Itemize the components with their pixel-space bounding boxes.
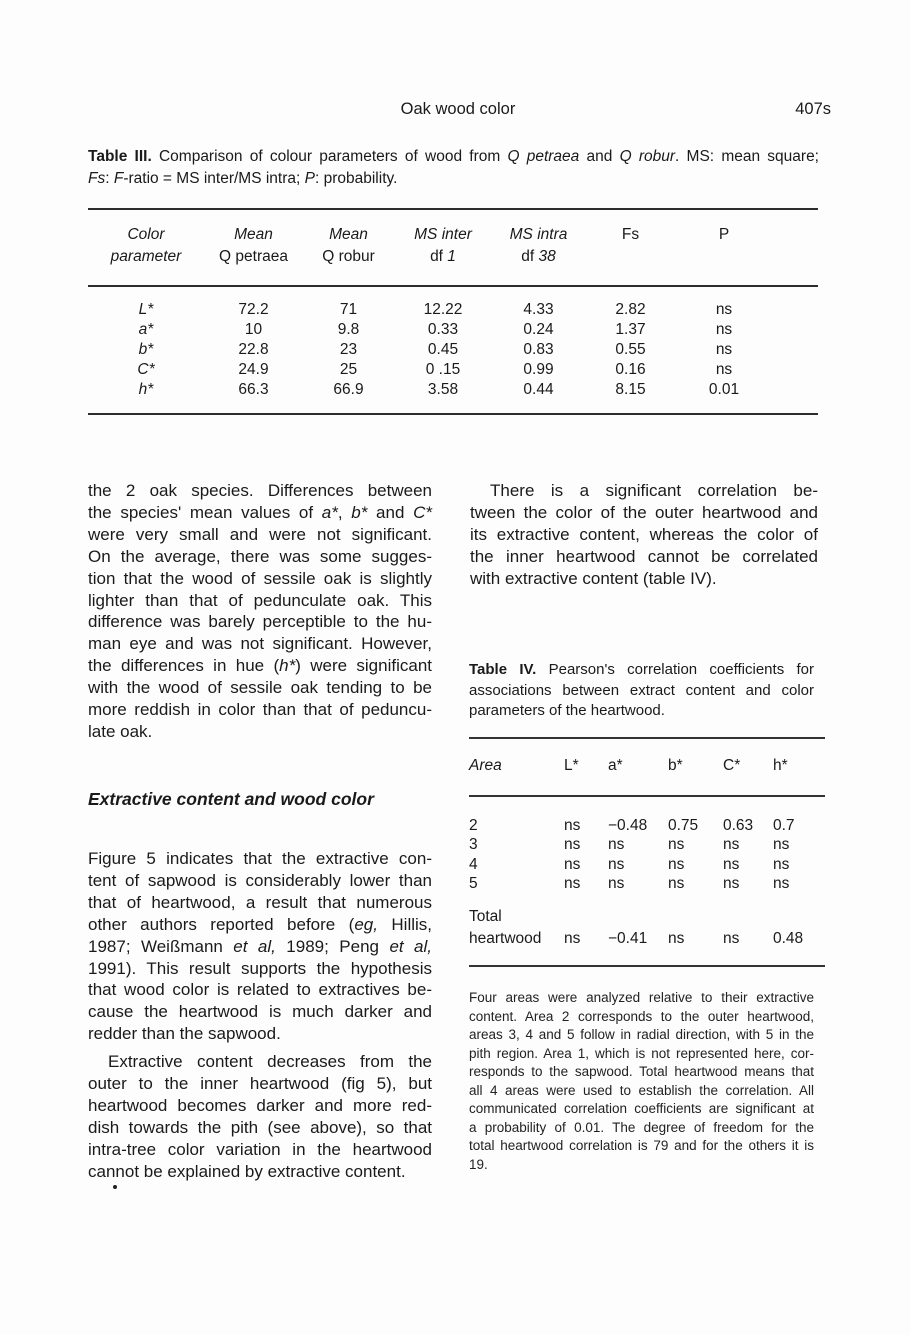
table3-header-filler (772, 224, 818, 268)
table-cell: 8.15 (615, 381, 646, 398)
table-row-total-heartwood (469, 906, 825, 965)
table-cell: ns (723, 874, 740, 892)
table3-col-header-p: P (718, 226, 730, 243)
table3-caption: Table III. Comparison of colour parameters of wood from Q petraea and Q robur. MS: mean square; Fs: F-ratio = MS inter/MS intra; P: probability. (88, 148, 819, 187)
table-cell: ns (564, 836, 581, 854)
table-cell: 0.48 (773, 930, 804, 948)
table-row (88, 300, 818, 320)
table-cell: 12.22 (423, 301, 463, 318)
table-cell: ns (715, 361, 733, 378)
table-cell: 23 (339, 341, 358, 358)
table4-caption: Table IV. Pearson's correlation coefficients for associations between extract content and color parameters of the heartwood. (469, 661, 814, 720)
total-label-line1: Total (469, 908, 502, 926)
table-cell: ns (715, 321, 733, 338)
table4 (469, 737, 825, 967)
table-cell: C* (137, 361, 155, 378)
table-cell: 0.44 (523, 381, 554, 398)
table3-col-header-ms-inter: MS inter df 1 (414, 226, 472, 265)
table-cell: ns (723, 930, 740, 948)
table-cell: 0.16 (615, 361, 646, 378)
table-cell (469, 906, 564, 950)
table4-col-header-h: h* (773, 757, 788, 774)
table-cell: 4 (469, 855, 478, 873)
table-cell: 5 (469, 874, 478, 892)
table-cell: ns (723, 855, 740, 873)
table-cell: ns (715, 341, 733, 358)
table-cell: 0.83 (523, 341, 554, 358)
table3-bottom-rule (88, 413, 818, 415)
table-row (469, 855, 825, 874)
table-cell: 0.7 (773, 817, 795, 834)
table4-col-header-C: C* (723, 757, 741, 774)
table-cell: 1.37 (615, 321, 646, 338)
table-cell-filler (772, 360, 818, 380)
table-row (469, 816, 825, 835)
table4-col-header-b: b* (668, 757, 683, 774)
table4-header-row (469, 739, 825, 795)
table-cell: ns (564, 855, 581, 873)
table-cell: ns (668, 930, 685, 948)
table4-bottom-rule (469, 965, 825, 967)
table4-body (469, 797, 825, 965)
table-cell-filler (772, 340, 818, 360)
table-row (88, 360, 818, 380)
table-cell: 0.63 (723, 817, 754, 834)
paragraph-figure5-extractives: Figure 5 indicates that the extractive con- tent of sapwood is considerably lower than that of heartwood, a result that numerous other authors reported before (eg, Hillis, 1987; Weißmann et al, 1989; Peng et al, 1991). This result supports the hypothesis that wood color is related to extractives be- cause the heartwood is much darker and redder than the sapwood. (88, 849, 433, 1044)
table-row (469, 874, 825, 893)
table-cell: ns (723, 836, 740, 854)
table-cell: ns (773, 874, 790, 892)
table-row (88, 320, 818, 340)
table-row (88, 380, 818, 400)
table4-col-header-area: Area (469, 757, 502, 774)
table-cell: 0.75 (668, 817, 699, 834)
paragraph-species-differences: the 2 oak species. Differences between the species' mean values of a*, b* and C* were very small and were not significant. On the average, there was some sugges- tion that the wood of sessile oak is slightly lighter than that of pedunculate oak. This difference was barely perceptible to the hu- man eye and was not significant. However, the differences in hue (h*) were significant with the wood of sessile oak tending to be more reddish in color than that of peduncu- late oak. (88, 481, 433, 741)
table3-col-header-mean-petraea: Mean Q petraea (219, 226, 288, 265)
table3-col-header-fs: Fs (621, 226, 640, 243)
table3-col-header-mean-robur: Mean Q robur (322, 226, 375, 265)
table-cell: 24.9 (238, 361, 269, 378)
table-cell: 0.55 (615, 341, 646, 358)
table3-col-header-ms-intra: MS intra df 38 (509, 226, 568, 265)
table-cell: 0.33 (427, 321, 459, 338)
table-cell: ns (608, 874, 625, 892)
table-cell: 66.9 (333, 381, 364, 398)
ink-speck (113, 1185, 117, 1189)
running-title: Oak wood color (400, 100, 516, 118)
paragraph-extractive-decrease: Extractive content decreases from the outer to the inner heartwood (fig 5), but heartwood becomes darker and more red- dish towards the pith (see above), so that intra-tree color variation in the heartwood cannot be explained by extractive content. (88, 1052, 432, 1181)
table-cell: 22.8 (238, 341, 269, 358)
table-cell: ns (564, 930, 581, 948)
table-cell-filler (772, 380, 818, 400)
table-cell: ns (668, 855, 685, 873)
table-cell: 25 (339, 361, 358, 378)
table-cell: ns (608, 836, 625, 854)
table-cell-filler (772, 320, 818, 340)
paragraph-correlation: There is a significant correlation be- tween the color of the outer heartwood and its extractive content, whereas the color of the inner heartwood cannot be correlated with extractive content (table IV). (470, 481, 818, 588)
table-cell: a* (138, 321, 154, 338)
page-number: 407s (795, 100, 831, 118)
table-cell-filler (772, 300, 818, 320)
table-cell: 4.33 (523, 301, 554, 318)
table-cell: 9.8 (337, 321, 360, 338)
table-cell: 0 .15 (425, 361, 461, 378)
table-cell: ns (564, 874, 581, 892)
table-cell: L* (138, 301, 154, 318)
total-label-line2: heartwood (469, 930, 542, 948)
table3 (88, 208, 818, 415)
table-cell: 71 (339, 301, 358, 318)
table-cell: 0.01 (708, 381, 740, 398)
table-cell: 0.45 (427, 341, 459, 358)
table-row (88, 340, 818, 360)
table-cell: 10 (244, 321, 263, 338)
table-cell: −0.48 (608, 817, 648, 834)
table-cell: ns (564, 817, 581, 834)
table-cell: 2 (469, 817, 478, 834)
table-cell: ns (608, 855, 625, 873)
table-cell: 3 (469, 836, 478, 854)
table-cell: ns (773, 836, 790, 854)
table-cell: b* (138, 341, 154, 358)
table3-col-header-color-parameter: Color parameter (110, 226, 182, 265)
table-row (469, 835, 825, 854)
table-cell: ns (773, 855, 790, 873)
table4-col-header-L: L* (564, 757, 579, 774)
table-cell: 72.2 (238, 301, 269, 318)
table-cell: −0.41 (608, 930, 648, 948)
table4-col-header-a: a* (608, 757, 623, 774)
section-heading: Extractive content and wood color (88, 789, 374, 809)
table-cell: 66.3 (238, 381, 269, 398)
table-cell: ns (668, 874, 685, 892)
table-cell: 3.58 (427, 381, 459, 398)
table-cell: 2.82 (615, 301, 646, 318)
table-cell: h* (138, 381, 154, 398)
table-cell: ns (668, 836, 685, 854)
table-cell: 0.24 (523, 321, 554, 338)
table-cell: 0.99 (523, 361, 554, 378)
table3-header-row (88, 210, 818, 285)
table4-footnote: Four areas were analyzed relative to their extractive content. Area 2 corresponds to the outer heartwood, areas 3, 4 and 5 follow in radial direction, with 5 in the pith region. Area 1, which is not represented here, cor- responds to the sapwood. Total heartwood means that all 4 areas were used to establish the correlation. All communicated correlation coefficients are significant at a probability of 0.01. The degree of freedom for the total heartwood correlation is 79 and for the others it is 19. (469, 990, 814, 1172)
table-cell: ns (715, 301, 733, 318)
table3-body (88, 287, 818, 413)
